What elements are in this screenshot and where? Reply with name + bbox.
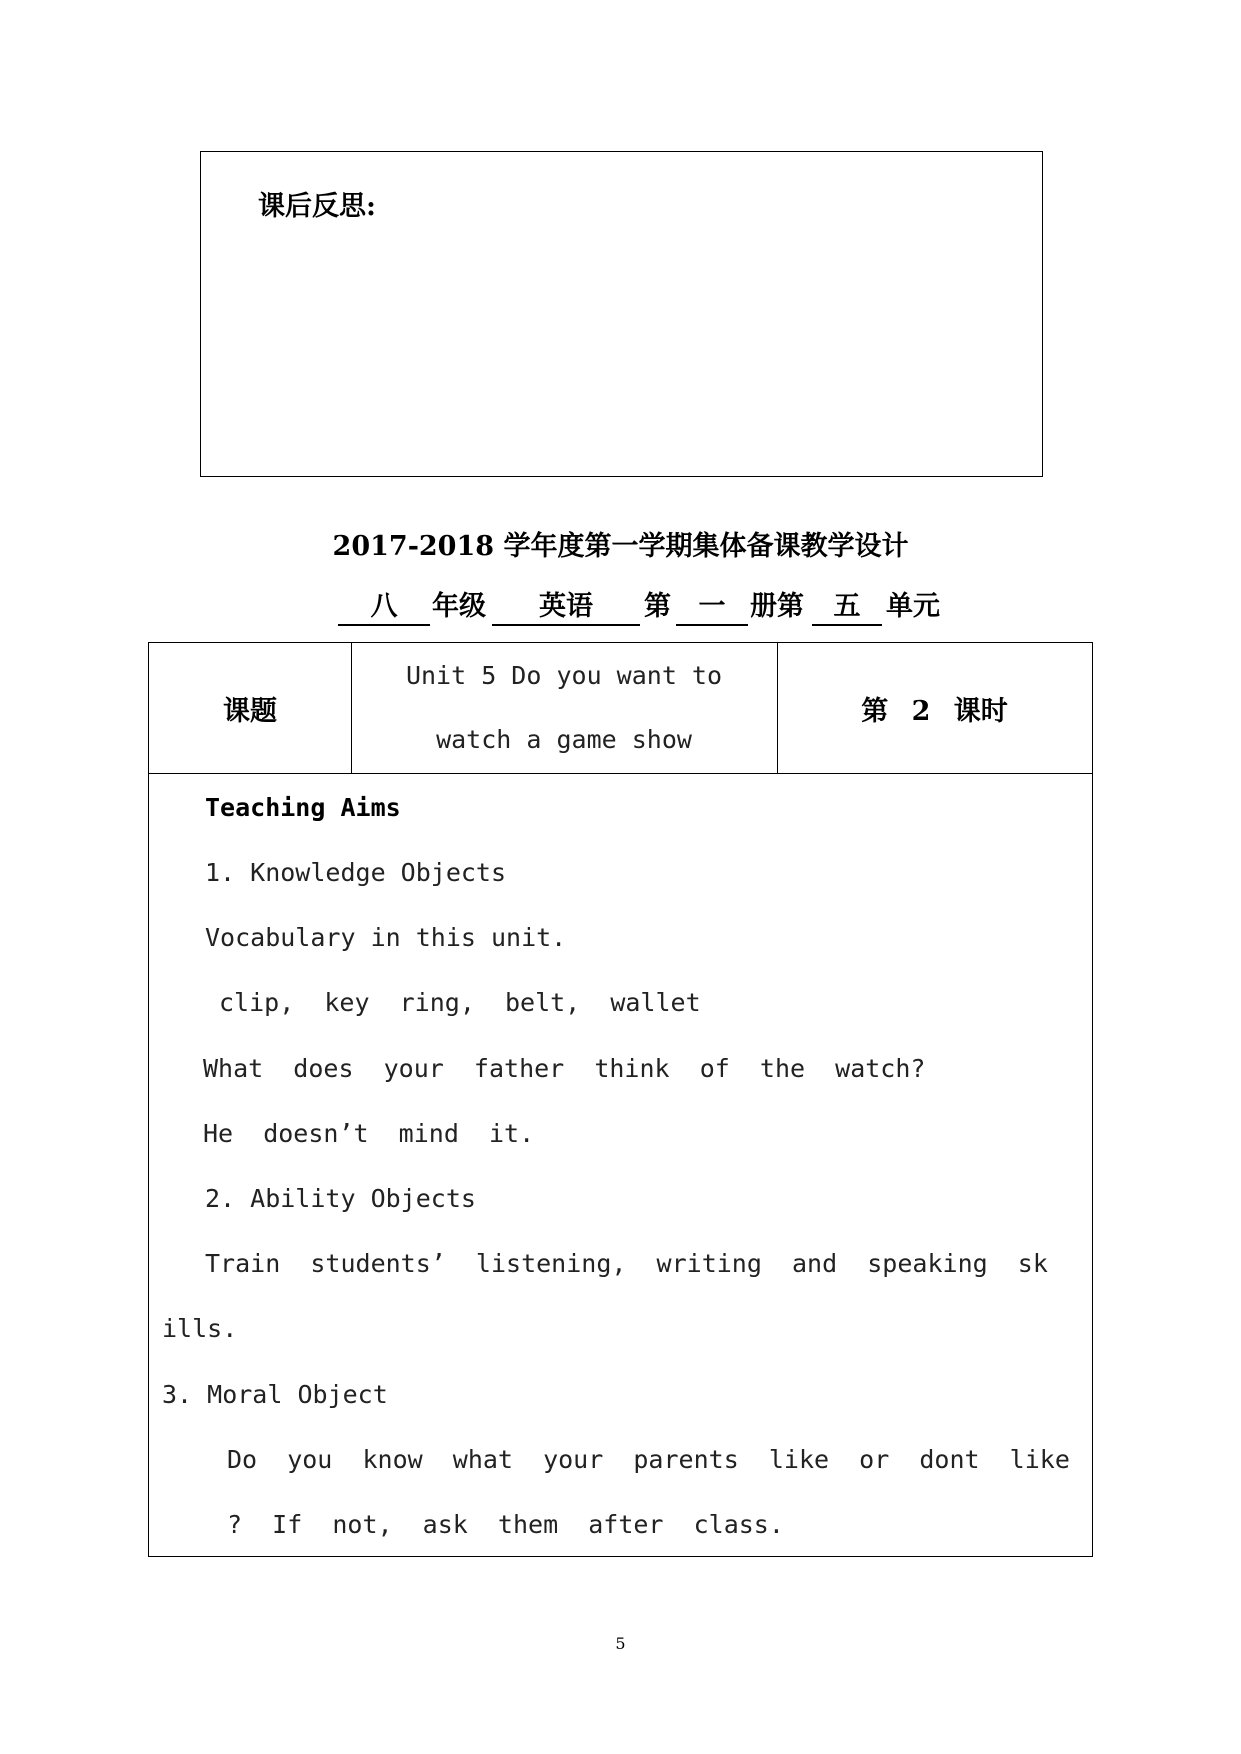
moral-line-1: Do you know what your parents like or dont like [227,1445,1070,1474]
moral-object-heading: 3. Moral Object [162,1380,388,1409]
course-info-line [0,590,1241,630]
unit-value: 五 [812,590,882,626]
sentence-answer: He doesn’t mind it. [203,1119,535,1148]
ability-line-2: ills. [162,1314,238,1343]
book-suffix: 册第 [750,591,804,622]
ability-line-1: Train students’ listening, writing and speaking sk [205,1249,1048,1278]
knowledge-objects-heading: 1. Knowledge Objects [205,858,507,887]
page-number: 5 [615,1634,626,1653]
book-value: 一 [676,590,748,626]
grade-value: 八 [338,590,430,626]
sentence-question: What does your father think of the watch? [203,1054,926,1083]
reflection-label: 课后反思: [258,191,376,222]
topic-value [351,643,777,773]
reflection-box [200,151,1043,477]
topic-label: 课题 [223,695,277,727]
document-title: 2017-2018 学年度第一学期集体备课教学设计 [332,531,909,562]
subject-value: 英语 [492,590,640,626]
lesson-plan-table [148,642,1093,1557]
teaching-aims-heading: Teaching Aims [205,793,401,822]
grade-label: 年级 [432,591,486,622]
topic-line-2: watch a game show [436,725,692,754]
vocabulary-intro: Vocabulary in this unit. [205,923,567,952]
lesson-period: 第 2 课时 [861,695,1008,727]
table-header-row [149,643,1092,774]
book-prefix: 第 [644,591,671,622]
moral-line-2: ? If not, ask them after class. [227,1510,784,1539]
unit-label: 单元 [886,591,940,622]
vocabulary-words: clip, key ring, belt, wallet [219,988,701,1017]
ability-objects-heading: 2. Ability Objects [205,1184,476,1213]
topic-line-1: Unit 5 Do you want to [405,661,723,690]
